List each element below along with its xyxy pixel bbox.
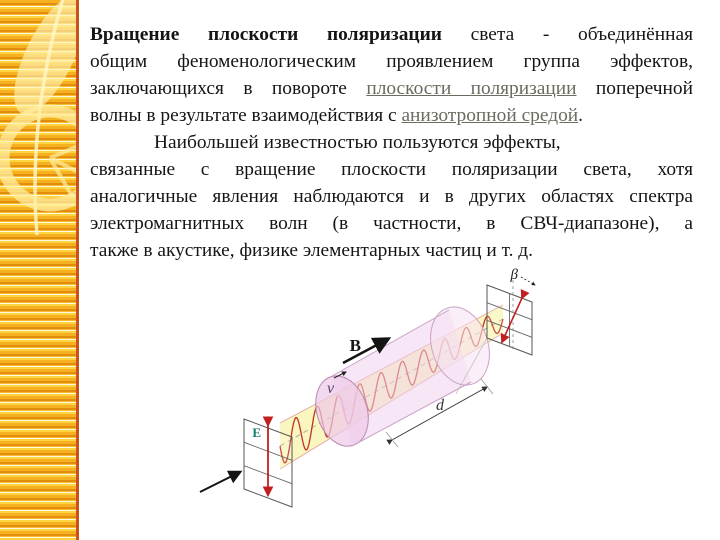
text-segment: поперечной bbox=[576, 78, 693, 99]
text-line bbox=[90, 48, 693, 75]
cylinder bbox=[307, 299, 499, 453]
velocity-label: v bbox=[327, 380, 335, 397]
analyzer-plate bbox=[487, 267, 535, 355]
hyperlink[interactable]: плоскости поляризации bbox=[366, 78, 577, 99]
text-segment: . bbox=[578, 105, 584, 126]
rotation-angle-label: β bbox=[510, 267, 518, 283]
text-segment: заключающихся в повороте bbox=[90, 78, 367, 99]
text-segment: связанные с вращение плоскости поляризации света, хотя bbox=[90, 159, 693, 180]
text-segment: общим феноменологическим проявлением группа эффектов, bbox=[90, 51, 693, 72]
polarization-diagram bbox=[130, 262, 600, 540]
text-segment: аналогичные явления наблюдаются и в других областях спектра bbox=[90, 186, 693, 207]
text-line bbox=[90, 75, 693, 102]
text-line bbox=[90, 21, 693, 48]
e-vector-label: E bbox=[252, 425, 261, 440]
text-line bbox=[90, 237, 693, 264]
text-line bbox=[90, 102, 693, 129]
text-segment: волны в результате взаимодействия с bbox=[90, 105, 402, 126]
text-segment: Наибольшей известностью пользуются эффекты, bbox=[154, 132, 561, 153]
text-line bbox=[90, 210, 693, 237]
length-label: d bbox=[436, 397, 444, 414]
text-segment: также в акустике, физике элементарных частиц и т. д. bbox=[90, 240, 534, 261]
slide-text bbox=[90, 21, 693, 264]
text-segment: света - объединённая bbox=[441, 24, 693, 45]
magnetic-field-label: B bbox=[349, 336, 361, 355]
text-line bbox=[90, 129, 693, 156]
text-line bbox=[90, 183, 693, 210]
text-segment: электромагнитных волн (в частности, в СВЧ-диапазоне), а bbox=[90, 213, 693, 234]
hyperlink[interactable]: анизотропной средой bbox=[401, 105, 579, 126]
border-ornament bbox=[0, 0, 76, 540]
incoming-light-arrow bbox=[200, 472, 240, 492]
text-line bbox=[90, 156, 693, 183]
decorative-border bbox=[0, 0, 79, 540]
angle-indicator-line bbox=[521, 277, 535, 285]
text-segment: Вращение плоскости поляризации bbox=[90, 24, 442, 45]
